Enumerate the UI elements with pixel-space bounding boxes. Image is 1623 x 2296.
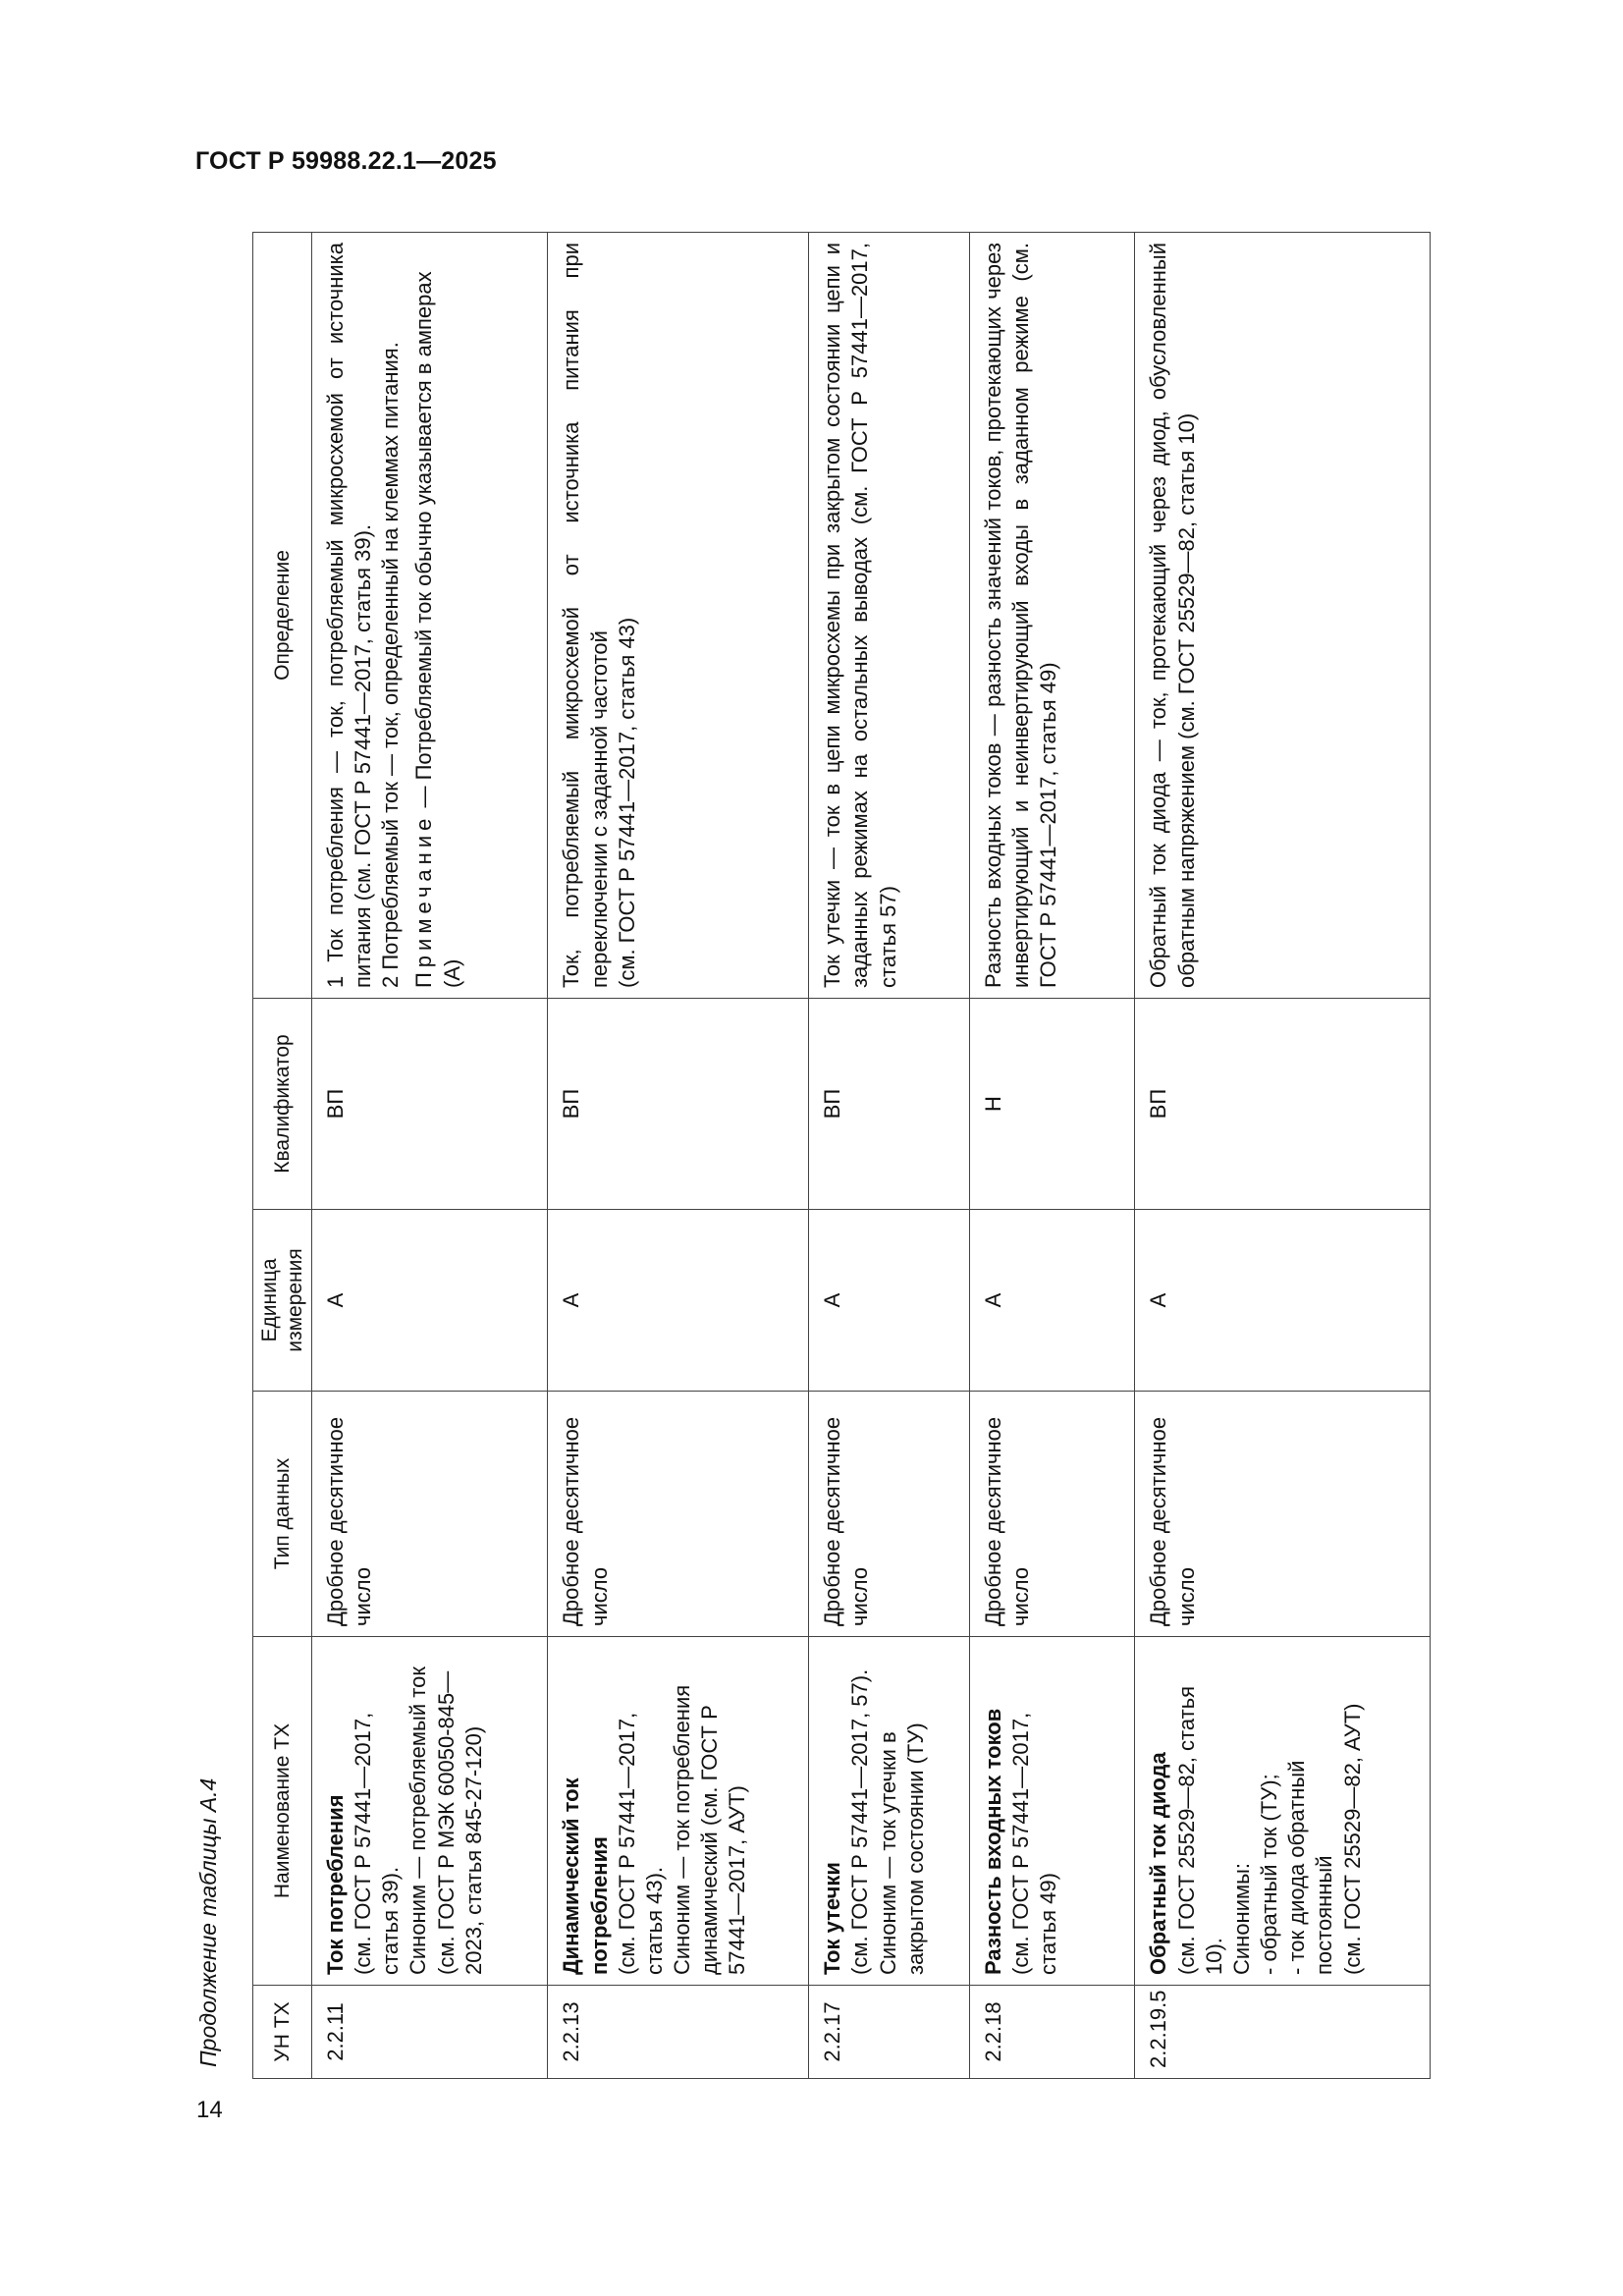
cell-qualifier: ВП	[548, 999, 809, 1210]
term-name: Ток потребления	[323, 1794, 348, 1975]
cell-dtype: Дробное десятичное число	[969, 1392, 1135, 1637]
cell-unit: А	[969, 1210, 1135, 1392]
cell-definition	[969, 233, 1135, 999]
cell-qualifier: ВП	[809, 999, 969, 1210]
page-number: 14	[196, 2097, 223, 2123]
col-header-dtype: Тип данных	[253, 1392, 312, 1637]
cell-code: 2.2.18	[969, 1986, 1135, 2079]
cell-qualifier: Н	[969, 999, 1135, 1210]
col-header-unit: Единица измерения	[253, 1210, 312, 1392]
cell-qualifier: ВП	[312, 999, 548, 1210]
rotated-table-wrapper	[252, 233, 1431, 2079]
cell-definition	[312, 233, 548, 999]
col-header-name: Наименование ТХ	[253, 1637, 312, 1986]
definition-text: 1 Ток потребления — ток, потребляемый микросхемой от источника питания (см. ГОСТ Р 57441—2017, статья 39). 2 Потребляемый ток — ток, определенный на клеммах питания.	[323, 243, 404, 988]
cell-name	[969, 1637, 1135, 1986]
cell-dtype: Дробное десятичное число	[809, 1392, 969, 1637]
term-name: Ток утечки	[820, 1862, 845, 1975]
col-header-definition: Определение	[253, 233, 312, 999]
cell-definition	[548, 233, 809, 999]
cell-code: 2.2.11	[312, 1986, 548, 2079]
definition-text: Разность входных токов — разность значений токов, протекающих через инвертирующий и неинвертирующий входы в заданном режиме (см. ГОСТ Р 57441—2017, статья 49)	[980, 243, 1060, 988]
table-row	[969, 233, 1135, 2079]
term-reference: (см. ГОСТ 25529—82, статья 10). Синонимы: - обратный ток (ТУ); - ток диода обратный постоянный (см. ГОСТ 25529—82, АУТ)	[1173, 1685, 1365, 1975]
table-caption: Продолжение таблицы А.4	[195, 1777, 221, 2067]
cell-name	[548, 1637, 809, 1986]
cell-qualifier: ВП	[1135, 999, 1431, 1210]
table-row	[1135, 233, 1431, 2079]
document-header: ГОСТ Р 59988.22.1—2025	[195, 147, 497, 175]
cell-code: 2.2.17	[809, 1986, 969, 2079]
cell-unit: А	[548, 1210, 809, 1392]
cell-dtype: Дробное десятичное число	[1135, 1392, 1431, 1637]
characteristics-table	[252, 232, 1431, 2079]
table-body	[312, 233, 1431, 2079]
definition-note	[410, 243, 465, 988]
term-reference: (см. ГОСТ Р 57441—2017, статья 39). Синоним — потребляемый ток (см. ГОСТ Р МЭК 60050-845—2023, статья 845-27-120)	[351, 1667, 486, 1975]
table-row	[548, 233, 809, 2079]
table-row	[312, 233, 548, 2079]
cell-code: 2.2.19.5	[1135, 1986, 1431, 2079]
term-reference: (см. ГОСТ Р 57441—2017, статья 43). Синоним — ток потребления динамический (см. ГОСТ Р 57441—2017, АУТ)	[614, 1684, 750, 1975]
cell-unit: А	[1135, 1210, 1431, 1392]
term-reference: (см. ГОСТ Р 57441—2017, статья 49)	[1007, 1712, 1060, 1975]
definition-text: Ток, потребляемый микросхемой от источника питания при переключении с заданной частотой (см. ГОСТ Р 57441—2017, статья 43)	[559, 243, 639, 988]
table-header-row	[253, 233, 312, 2079]
table-row	[809, 233, 969, 2079]
col-header-qualifier: Квалификатор	[253, 999, 312, 1210]
cell-dtype: Дробное десятичное число	[312, 1392, 548, 1637]
cell-code: 2.2.13	[548, 1986, 809, 2079]
cell-definition	[1135, 233, 1431, 999]
term-name: Обратный ток диода	[1146, 1752, 1171, 1975]
note-label: Примечание	[411, 813, 437, 988]
cell-name	[809, 1637, 969, 1986]
term-name: Динамический ток потребления	[559, 1777, 612, 1975]
cell-dtype: Дробное десятичное число	[548, 1392, 809, 1637]
cell-name	[312, 1637, 548, 1986]
definition-text: Обратный ток диода — ток, протекающий через диод, обусловленный обратным напряжением (см. ГОСТ 25529—82, статья 10)	[1146, 243, 1199, 988]
definition-text: Ток утечки — ток в цепи микросхемы при закрытом состоянии цепи и заданных режимах на остальных выводах (см. ГОСТ Р 57441—2017, статья 57)	[820, 243, 900, 988]
term-reference: (см. ГОСТ Р 57441—2017, 57). Синоним — ток утечки в закрытом состоянии (ТУ)	[847, 1668, 928, 1975]
cell-unit: А	[312, 1210, 548, 1392]
col-header-code: УН ТХ	[253, 1986, 312, 2079]
note-text: — Потребляемый ток обычно указывается в амперах (А)	[411, 271, 464, 988]
cell-definition	[809, 233, 969, 999]
cell-unit: А	[809, 1210, 969, 1392]
term-name: Разность входных токов	[980, 1708, 1005, 1975]
cell-name	[1135, 1637, 1431, 1986]
